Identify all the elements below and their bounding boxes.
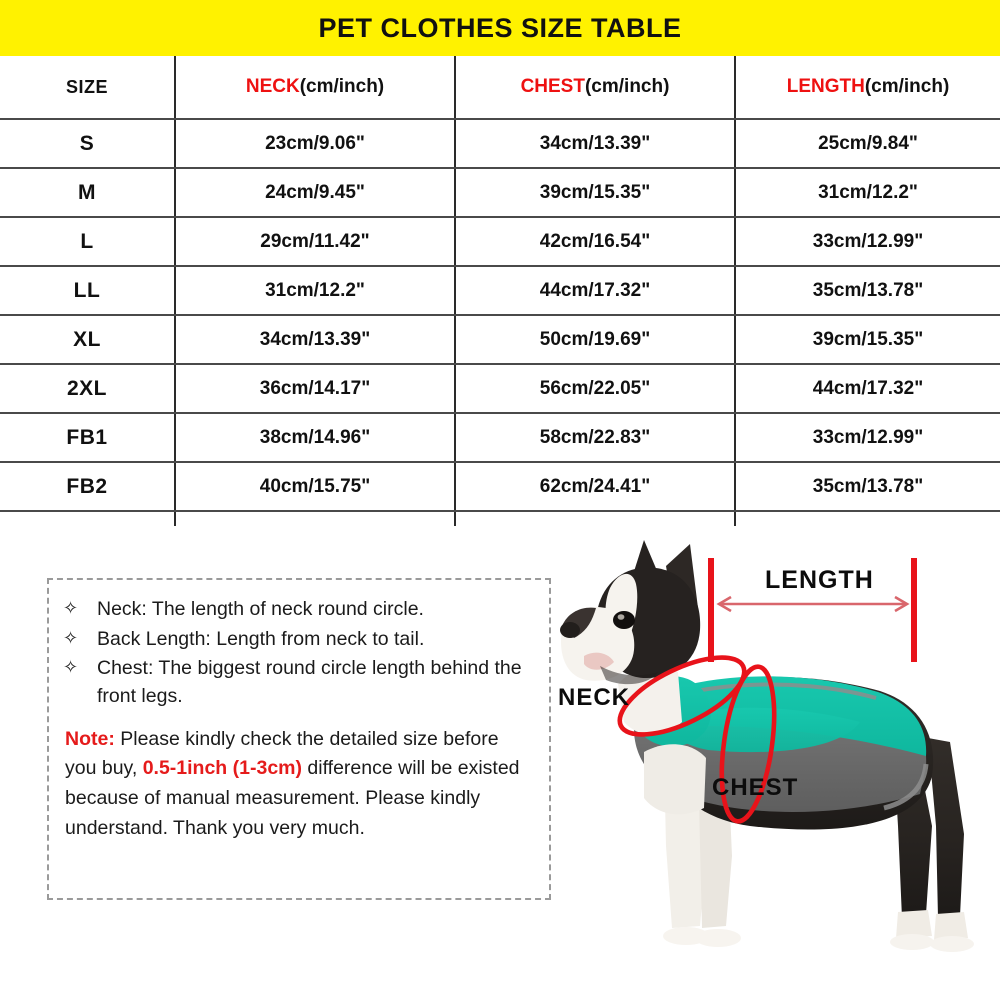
star-bullet-icon: ✧ bbox=[63, 627, 79, 648]
neck-label: NECK bbox=[558, 684, 631, 711]
size-table-container bbox=[0, 56, 1000, 526]
cell-size: XL bbox=[0, 315, 175, 364]
dog-head bbox=[560, 540, 700, 684]
column-header-neck bbox=[175, 56, 455, 119]
cell-length: 44cm/17.32" bbox=[735, 364, 1000, 413]
column-header-chest-label: CHEST bbox=[520, 76, 585, 97]
list-item bbox=[63, 596, 535, 624]
cell-length: 39cm/15.35" bbox=[735, 315, 1000, 364]
cell-length: 35cm/13.78" bbox=[735, 266, 1000, 315]
cell-neck: 31cm/12.2" bbox=[175, 266, 455, 315]
spacer-cell bbox=[735, 511, 1000, 526]
cell-chest: 56cm/22.05" bbox=[455, 364, 735, 413]
size-table-body bbox=[0, 119, 1000, 526]
dog-illustration-svg bbox=[540, 526, 1000, 996]
cell-neck: 36cm/14.17" bbox=[175, 364, 455, 413]
cell-size: S bbox=[0, 119, 175, 168]
note-text-part1: Please kindly check the detailed size before you buy, bbox=[65, 727, 499, 780]
cell-size: M bbox=[0, 168, 175, 217]
cell-neck: 40cm/15.75" bbox=[175, 462, 455, 511]
note-label: Note: bbox=[65, 727, 115, 750]
cell-chest: 42cm/16.54" bbox=[455, 217, 735, 266]
list-item bbox=[63, 626, 535, 654]
cell-chest: 50cm/19.69" bbox=[455, 315, 735, 364]
column-header-length-label: LENGTH bbox=[786, 76, 865, 97]
cell-size: FB2 bbox=[0, 462, 175, 511]
cell-neck: 38cm/14.96" bbox=[175, 413, 455, 462]
cell-length: 33cm/12.99" bbox=[735, 217, 1000, 266]
column-header-chest-unit: (cm/inch) bbox=[584, 76, 670, 97]
table-row bbox=[0, 119, 1000, 168]
chest-label: CHEST bbox=[712, 774, 799, 801]
star-bullet-icon: ✧ bbox=[63, 657, 79, 678]
column-header-neck-label: NECK bbox=[245, 76, 300, 97]
table-row bbox=[0, 217, 1000, 266]
column-header-neck-unit: (cm/inch) bbox=[299, 76, 385, 97]
length-label: LENGTH bbox=[765, 566, 874, 594]
cell-chest: 39cm/15.35" bbox=[455, 168, 735, 217]
spacer-cell bbox=[175, 511, 455, 526]
column-header-chest bbox=[455, 56, 735, 119]
column-header-size-label: SIZE bbox=[65, 76, 108, 97]
title-banner bbox=[0, 0, 1000, 56]
table-row bbox=[0, 413, 1000, 462]
cell-length: 25cm/9.84" bbox=[735, 119, 1000, 168]
star-bullet-icon: ✧ bbox=[63, 598, 79, 618]
page-title: PET CLOTHES SIZE TABLE bbox=[318, 12, 682, 43]
cell-chest: 34cm/13.39" bbox=[455, 119, 735, 168]
list-item bbox=[63, 655, 535, 710]
measurement-guide-section bbox=[0, 526, 1000, 996]
table-row bbox=[0, 266, 1000, 315]
table-row bbox=[0, 315, 1000, 364]
table-header-row bbox=[0, 56, 1000, 119]
cell-neck: 34cm/13.39" bbox=[175, 315, 455, 364]
table-row bbox=[0, 168, 1000, 217]
length-start-marker bbox=[708, 558, 714, 662]
size-table bbox=[0, 56, 1000, 526]
spacer-cell bbox=[0, 511, 175, 526]
length-end-marker bbox=[911, 558, 917, 662]
measurement-definition-list bbox=[49, 580, 549, 711]
column-header-length-unit: (cm/inch) bbox=[864, 76, 950, 97]
column-header-length bbox=[735, 56, 1000, 119]
cell-neck: 23cm/9.06" bbox=[175, 119, 455, 168]
cell-neck: 29cm/11.42" bbox=[175, 217, 455, 266]
list-item-text: Back Length: Length from neck to tail. bbox=[97, 627, 425, 650]
cell-neck: 24cm/9.45" bbox=[175, 168, 455, 217]
cell-length: 33cm/12.99" bbox=[735, 413, 1000, 462]
cell-chest: 58cm/22.83" bbox=[455, 413, 735, 462]
cell-chest: 44cm/17.32" bbox=[455, 266, 735, 315]
note-tolerance-highlight: 0.5-1inch (1-3cm) bbox=[142, 757, 302, 780]
table-row bbox=[0, 364, 1000, 413]
list-item-text: Chest: The biggest round circle length behind the front legs. bbox=[97, 657, 522, 708]
spacer-cell bbox=[455, 511, 735, 526]
cell-size: FB1 bbox=[0, 413, 175, 462]
table-row bbox=[0, 462, 1000, 511]
cell-chest: 62cm/24.41" bbox=[455, 462, 735, 511]
note-text-part2: difference will be existed because of manual measurement. Please kindly understand. Thank you very much. bbox=[65, 757, 520, 839]
note-paragraph bbox=[65, 725, 533, 844]
cell-size: L bbox=[0, 217, 175, 266]
cell-length: 35cm/13.78" bbox=[735, 462, 1000, 511]
list-item-text: Neck: The length of neck round circle. bbox=[97, 598, 424, 620]
table-row-spacer bbox=[0, 511, 1000, 526]
cell-size: 2XL bbox=[0, 364, 175, 413]
column-header-size bbox=[0, 56, 175, 119]
cell-size: LL bbox=[0, 266, 175, 315]
measurement-info-box bbox=[47, 578, 551, 900]
dog-illustration bbox=[540, 526, 1000, 996]
cell-length: 31cm/12.2" bbox=[735, 168, 1000, 217]
